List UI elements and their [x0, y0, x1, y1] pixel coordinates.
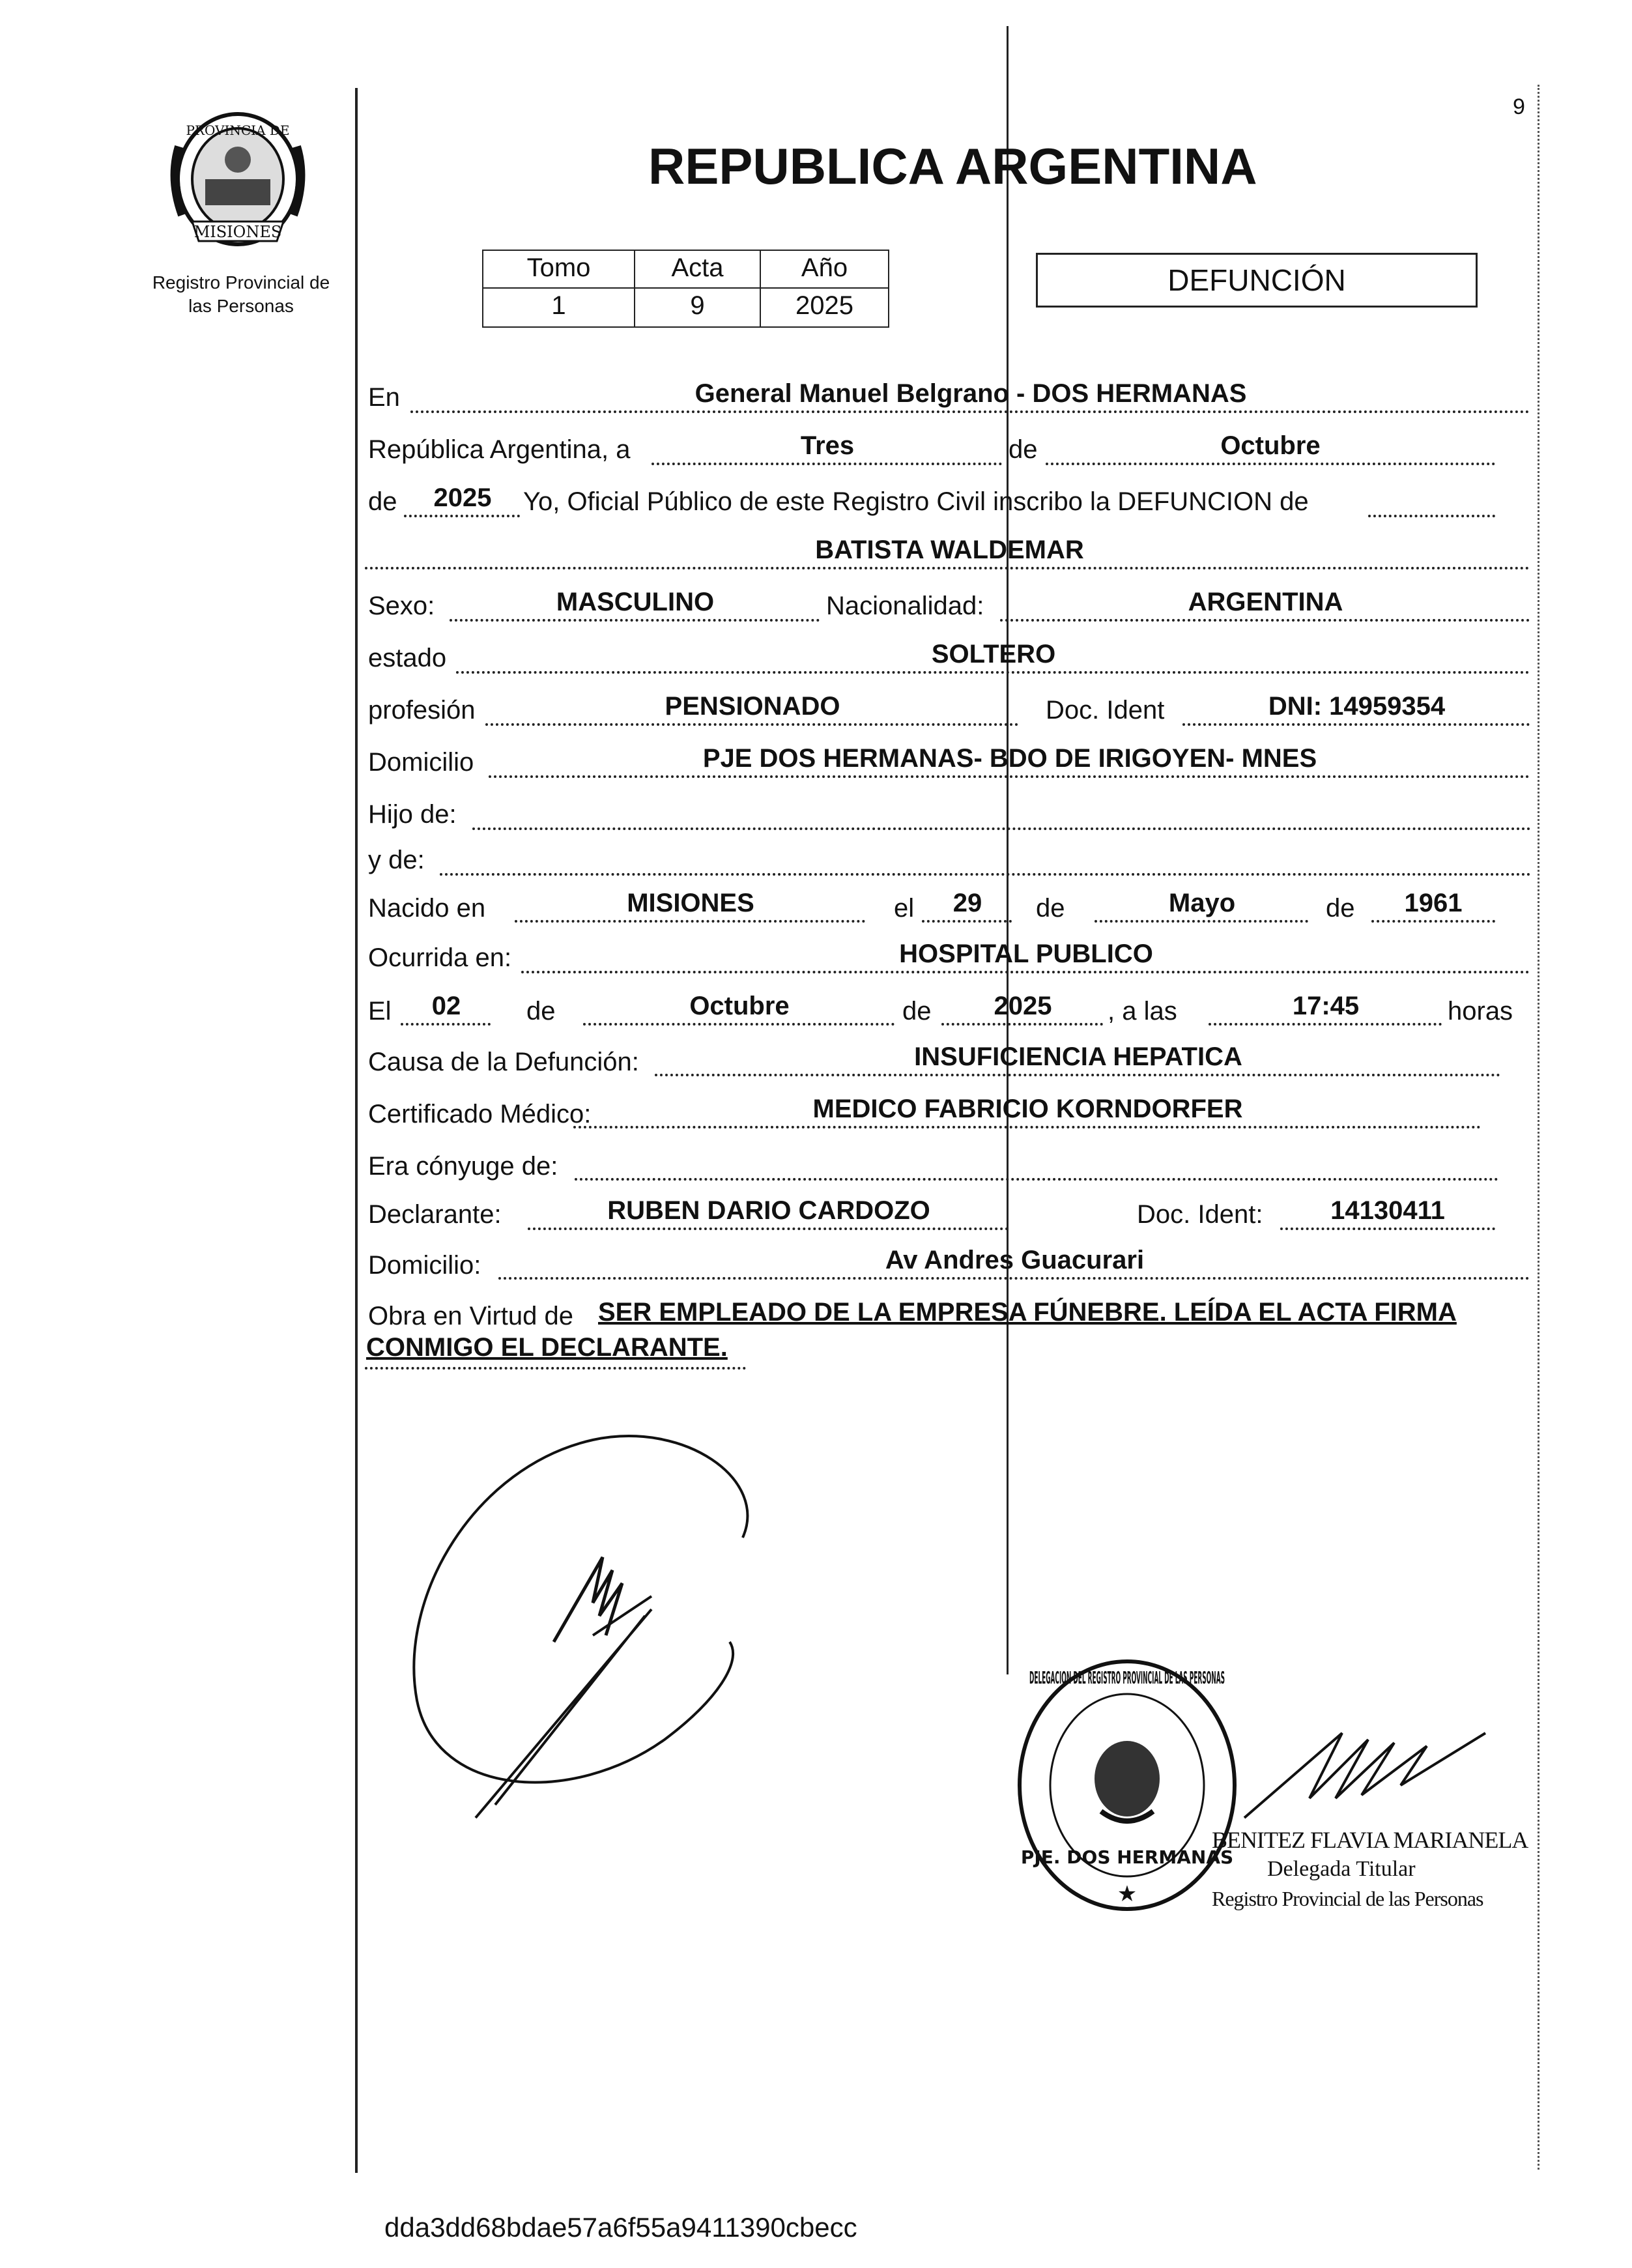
table-value-acta: 9: [634, 287, 761, 328]
estado-dotline: [456, 671, 1530, 674]
fallec-hora: 17:45: [1292, 992, 1360, 1020]
name-dotline: [365, 567, 1530, 569]
registry-name-line2: las Personas: [188, 296, 294, 316]
nacido-mes-dotline: [1095, 920, 1308, 923]
nacido-lugar: MISIONES: [627, 889, 754, 917]
sexo-value: MASCULINO: [556, 588, 715, 616]
registry-name-line1: Registro Provincial de: [152, 272, 330, 293]
year-dotline: [404, 515, 520, 517]
deceased-name: BATISTA WALDEMAR: [815, 536, 1084, 564]
fallec-mes: Octubre: [689, 992, 790, 1020]
yde-label: y de:: [368, 846, 425, 874]
declarante-value: RUBEN DARIO CARDOZO: [607, 1196, 930, 1225]
en-dotline: [410, 410, 1530, 413]
yde-dotline: [440, 873, 1531, 876]
certificado-value: MEDICO FABRICIO KORNDORFER: [812, 1095, 1243, 1123]
fallec-mes-dotline: [583, 1023, 895, 1026]
nacionalidad-value: ARGENTINA: [1188, 588, 1343, 616]
sexo-label: Sexo:: [368, 592, 435, 620]
right-edge-line: [1538, 85, 1539, 2170]
provincial-seal: [166, 108, 309, 254]
horas-label: horas: [1448, 997, 1513, 1026]
svg-text:MISIONES: MISIONES: [193, 223, 282, 241]
fallec-dia: 02: [431, 992, 461, 1020]
ocurrida-label: Ocurrida en:: [368, 943, 512, 972]
svg-text:★: ★: [1117, 1882, 1138, 1906]
doc-ident-dotline: [1182, 723, 1530, 726]
official-name: BENITEZ FLAVIA MARIANELA: [1212, 1827, 1528, 1853]
declarant-signature: [378, 1401, 847, 1831]
domicilio-value: PJE DOS HERMANAS- BDO DE IRIGOYEN- MNES: [702, 744, 1317, 773]
el-label: el: [894, 894, 915, 923]
doc-ident-value: DNI: 14959354: [1268, 692, 1446, 721]
fold-line: [1007, 26, 1009, 1674]
domicilio-label: Domicilio: [368, 748, 474, 777]
nacido-mes: Mayo: [1168, 889, 1236, 917]
de-label: de: [1009, 435, 1038, 464]
month-dotline: [1046, 463, 1495, 465]
republica-label: República Argentina, a: [368, 435, 631, 464]
country-title: REPUBLICA ARGENTINA: [648, 137, 1257, 195]
estado-value: SOLTERO: [931, 640, 1056, 668]
doc-ident-label: Doc. Ident: [1046, 696, 1165, 725]
table-header-acta: Acta: [634, 250, 761, 289]
document-hash: dda3dd68bdae57a6f55a9411390cbecc: [384, 2212, 857, 2243]
fallec-dia-dotline: [401, 1023, 491, 1026]
official-org: Registro Provincial de las Personas: [1212, 1887, 1483, 1910]
oficial-text: Yo, Oficial Público de este Registro Civil inscribo la DEFUNCION de: [523, 487, 1309, 516]
sexo-dotline: [450, 619, 820, 622]
de6-label: de: [902, 997, 932, 1026]
doc-ident2-dotline: [1280, 1227, 1495, 1230]
doc-ident2-label: Doc. Ident:: [1137, 1200, 1263, 1229]
profesion-label: profesión: [368, 696, 476, 725]
nacido-dia-dotline: [922, 920, 1012, 923]
svg-text:PROVINCIA DE: PROVINCIA DE: [186, 122, 290, 138]
nacido-anio-dotline: [1371, 920, 1495, 923]
nacido-lugar-dotline: [515, 920, 865, 923]
en-value: General Manuel Belgrano - DOS HERMANAS: [694, 379, 1247, 408]
obra-dotline: [365, 1367, 746, 1370]
de5-label: de: [526, 997, 556, 1026]
hijo-label: Hijo de:: [368, 800, 457, 829]
en-label: En: [368, 383, 400, 412]
alas-label: , a las: [1108, 997, 1177, 1026]
fallec-hora-dotline: [1209, 1023, 1442, 1026]
table-header-anio: Año: [760, 250, 889, 289]
estado-label: estado: [368, 644, 447, 672]
table-header-tomo: Tomo: [482, 250, 635, 289]
de2-label: de: [368, 487, 397, 516]
ocurrida-value: HOSPITAL PUBLICO: [899, 940, 1153, 968]
official-stamp: [1003, 1648, 1244, 1922]
document-type-box: DEFUNCIÓN: [1036, 253, 1478, 308]
obra-label: Obra en Virtud de: [368, 1302, 574, 1330]
el2-label: El: [368, 997, 392, 1026]
causa-label: Causa de la Defunción:: [368, 1048, 639, 1076]
nacido-dia: 29: [952, 889, 982, 917]
conyuge-dotline: [575, 1178, 1498, 1181]
domicilio-dotline: [489, 775, 1530, 778]
day-dotline: [651, 463, 1002, 465]
page-number: 9: [1513, 94, 1525, 119]
year-value: 2025: [433, 483, 492, 512]
day-word: Tres: [800, 431, 855, 460]
record-table: [482, 250, 889, 328]
declarante-dotline: [528, 1227, 1009, 1230]
fallec-anio: 2025: [994, 992, 1052, 1020]
de3-label: de: [1036, 894, 1065, 923]
hijo-dotline: [472, 827, 1531, 830]
domicilio2-dotline: [498, 1277, 1530, 1280]
doc-ident2-value: 14130411: [1330, 1196, 1445, 1225]
fallec-anio-dotline: [941, 1023, 1103, 1026]
nacionalidad-dotline: [1000, 619, 1530, 622]
table-value-tomo: 1: [482, 287, 635, 328]
domicilio2-label: Domicilio:: [368, 1251, 481, 1280]
profesion-dotline: [485, 723, 1018, 726]
table-value-anio: 2025: [760, 287, 889, 328]
official-role: Delegada Titular: [1267, 1857, 1416, 1881]
official-signature: [1238, 1714, 1498, 1824]
nacionalidad-label: Nacionalidad:: [826, 592, 984, 620]
ocurrida-dotline: [521, 971, 1530, 973]
certificado-dotline: [573, 1126, 1481, 1128]
domicilio2-value: Av Andres Guacurari: [885, 1246, 1145, 1274]
oficial-dotline: [1368, 515, 1495, 517]
svg-text:DELEGACION DEL REGISTRO PROVIN: DELEGACION DEL REGISTRO PROVINCIAL DE LAS PERSONAS: [1029, 1669, 1225, 1688]
profesion-value: PENSIONADO: [665, 692, 840, 721]
de4-label: de: [1326, 894, 1355, 923]
conyuge-label: Era cónyuge de:: [368, 1152, 558, 1181]
left-margin-line: [355, 88, 358, 2173]
obra-value-line1: SER EMPLEADO DE LA EMPRESA FÚNEBRE. LEÍDA EL ACTA FIRMA: [598, 1298, 1457, 1327]
month-word: Octubre: [1220, 431, 1321, 460]
certificado-label: Certificado Médico:: [368, 1100, 592, 1128]
declarante-label: Declarante:: [368, 1200, 502, 1229]
obra-value-line2: CONMIGO EL DECLARANTE.: [366, 1333, 728, 1362]
causa-dotline: [655, 1074, 1500, 1076]
nacido-anio: 1961: [1404, 889, 1463, 917]
svg-text:PJE. DOS HERMANAS: PJE. DOS HERMANAS: [1020, 1846, 1234, 1868]
nacido-label: Nacido en: [368, 894, 486, 923]
causa-value: INSUFICIENCIA HEPATICA: [914, 1042, 1242, 1071]
